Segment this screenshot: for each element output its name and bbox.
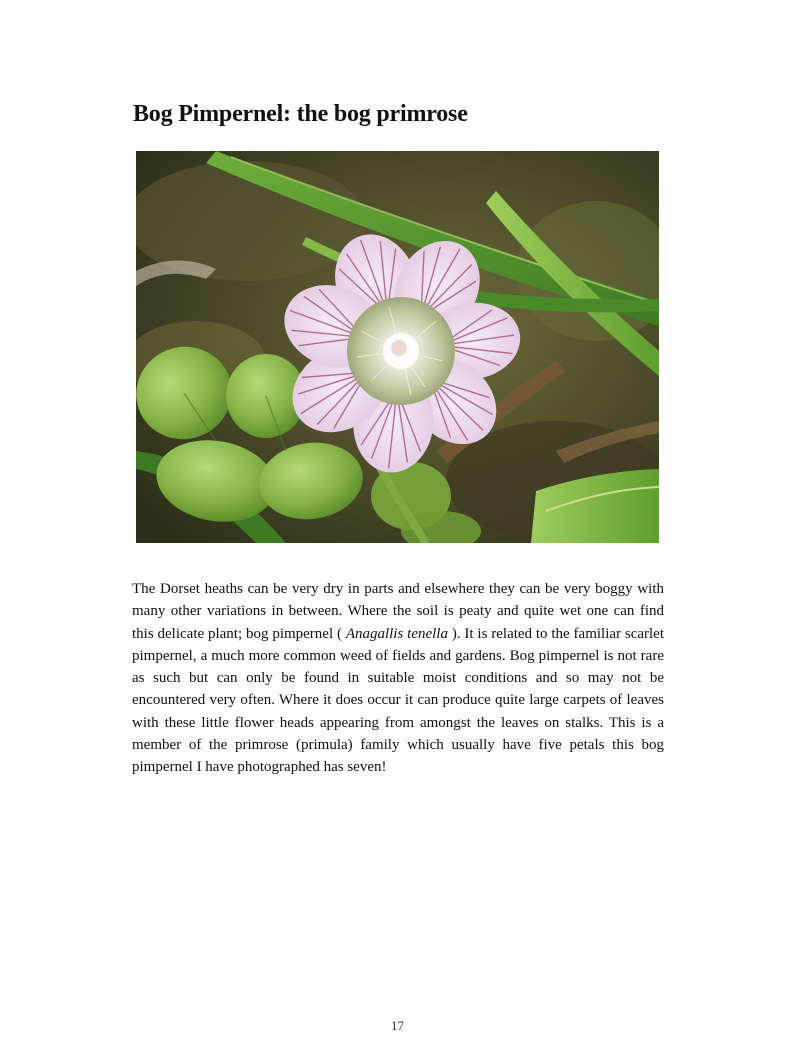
bog-pimpernel-photo (136, 151, 659, 543)
paragraph-text-start: The Dorset heaths can be very dry in parts and elsewhere they can be very boggy with many other variations in between. Where the soil is peaty and quite wet one can find this delicate plant; bog pimpernel ( (132, 581, 664, 642)
page-number: 17 (391, 1018, 404, 1033)
species-name: Anagallis tenella (345, 625, 448, 642)
page-title: Bog Pimpernel: the bog primrose (133, 101, 468, 127)
body-paragraph (132, 578, 664, 779)
paragraph-text-end: ). It is related to the familiar scarlet pimpernel, a much more common weed of fields and gardens. Bog pimpernel is not rare as such but can only be found in suitable moist conditions and so may not be encountered very often. Where it does occur it can produce quite large carpets of leaves with these little flower heads appearing from amongst the leaves on stalks. This is a member of the primrose (primula) family which usually have five petals this bog pimpernel I have photographed has seven! (132, 625, 665, 776)
